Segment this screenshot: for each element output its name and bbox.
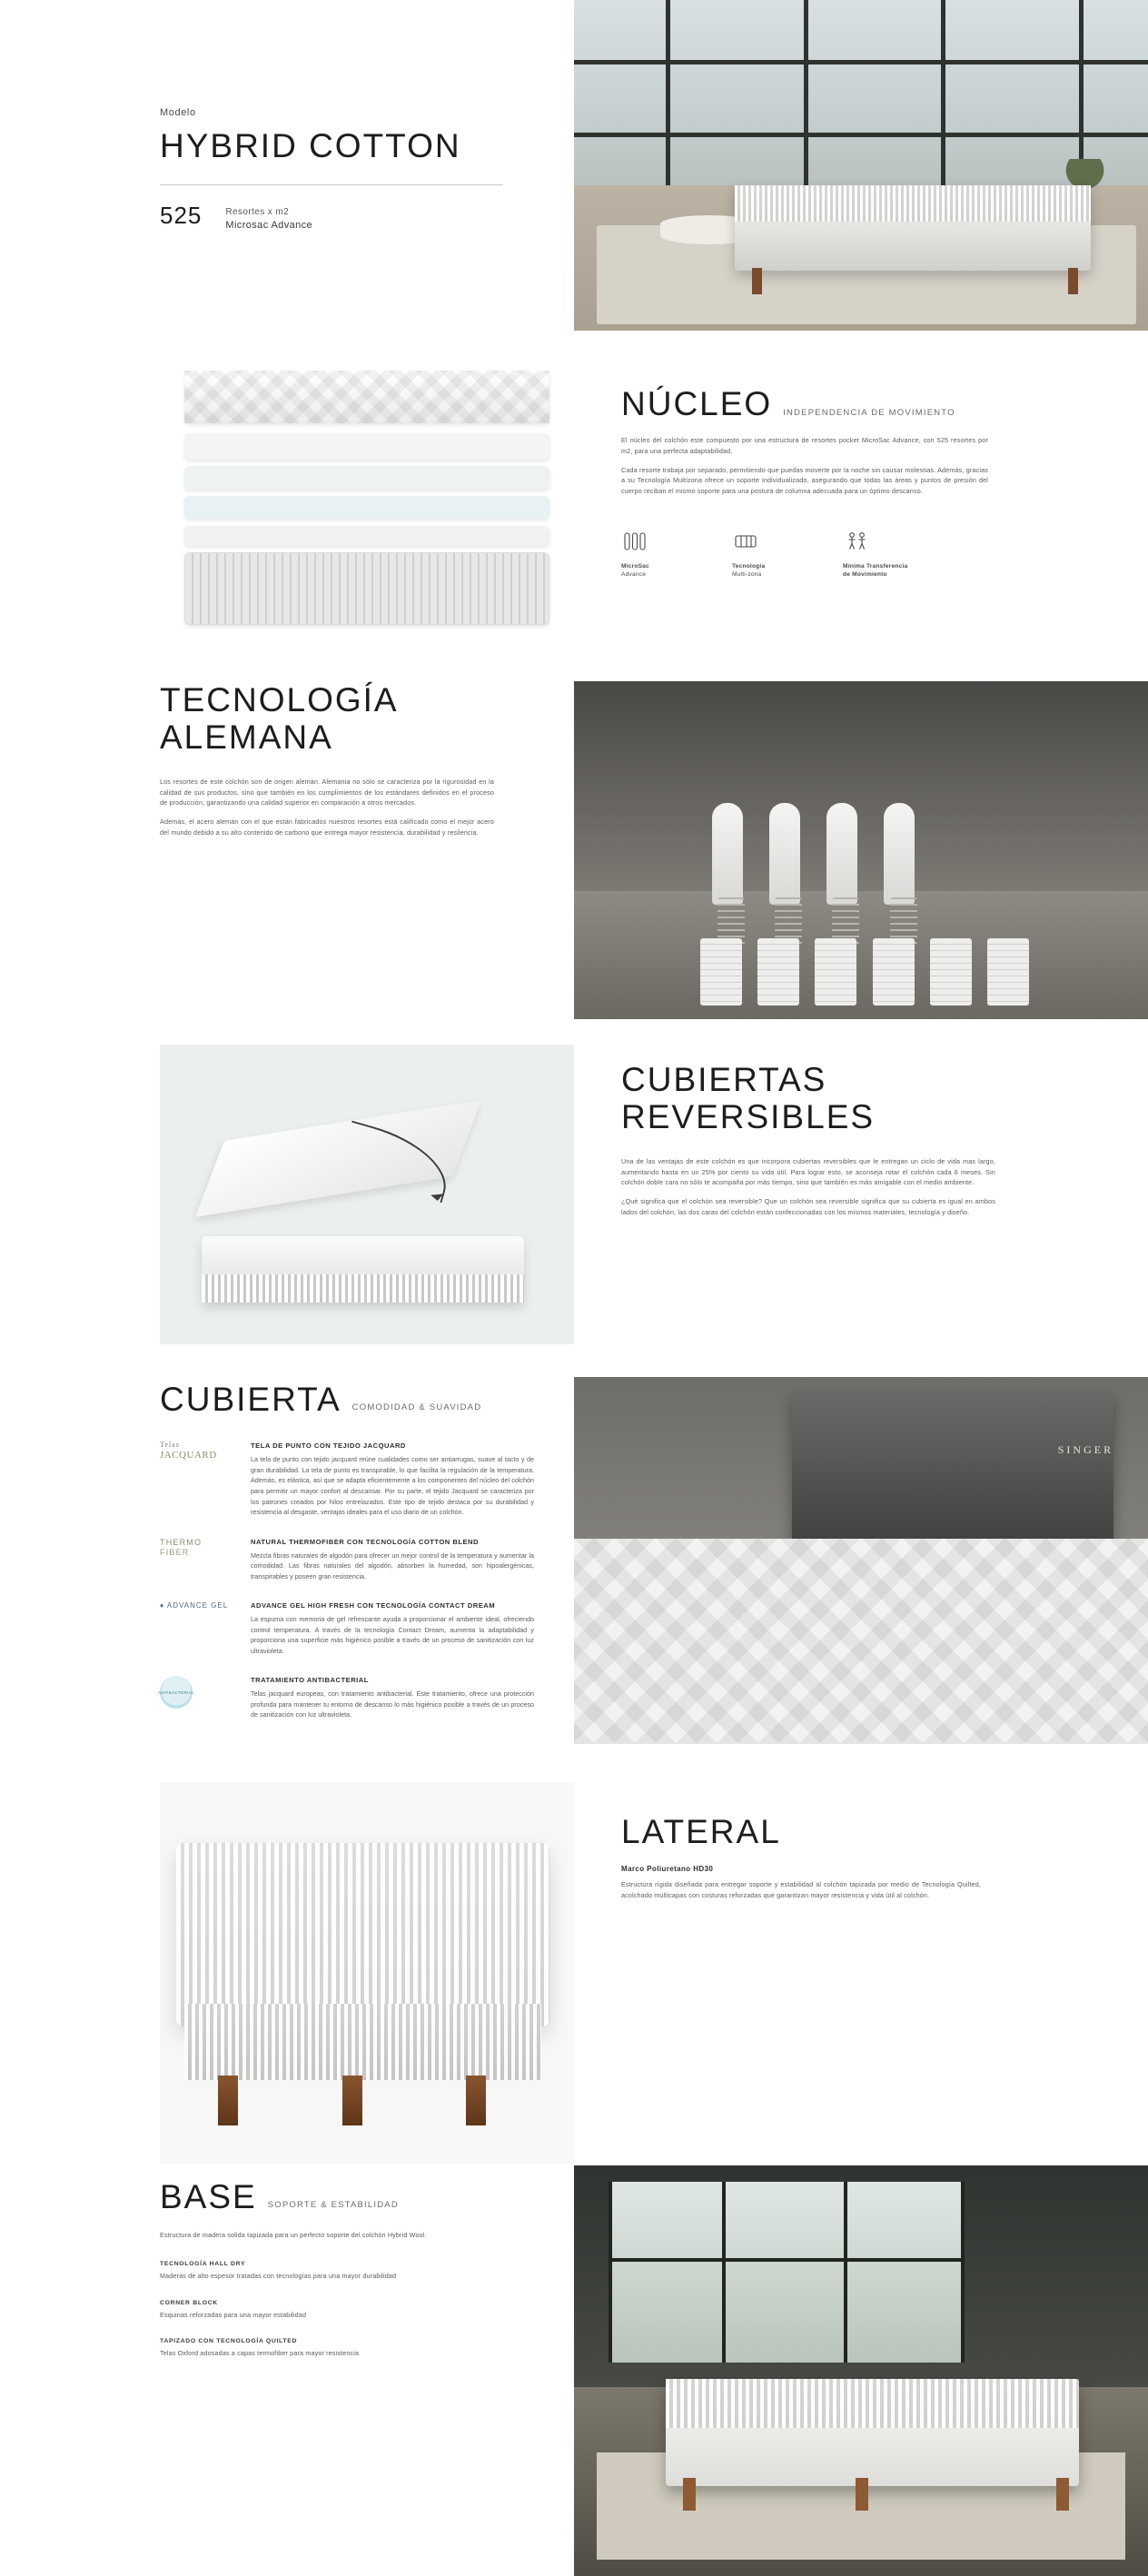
title-divider	[160, 184, 503, 185]
thermofiber-logo	[160, 1538, 238, 1582]
agel-logo-main: ADVANCE GEL	[166, 1601, 229, 1610]
nucleo-icons	[621, 528, 1021, 580]
lateral-title: LATERAL	[621, 1813, 781, 1850]
cubierta-feature-advance-gel	[160, 1601, 541, 1656]
sewing-machine-photo	[574, 1377, 1148, 1744]
cubiertas-title-line2: REVERSIBLES	[621, 1098, 876, 1136]
movement-icon	[843, 528, 870, 555]
nucleo-icon-movement	[843, 528, 952, 580]
lateral-text-block	[621, 1813, 1003, 1901]
microsac-icon	[621, 528, 648, 555]
base-item-corner-block	[160, 2300, 541, 2321]
nucleo-icon-multizone	[732, 528, 812, 580]
cubiertas-title-line1: CUBIERTAS	[621, 1061, 827, 1098]
jacquard-logo	[160, 1442, 238, 1517]
spring-tech-label: Microsac Advance	[225, 220, 313, 232]
tecnologia-title-line1: TECNOLOGÍA	[160, 681, 399, 718]
gel-drop-icon: ♦	[160, 1601, 165, 1610]
hero-text-block	[160, 107, 520, 231]
mattress-corner-photo	[160, 1782, 574, 2164]
icon-label-movement-2: de Movimiento	[843, 571, 887, 579]
cubierta-feature-jacquard	[160, 1442, 541, 1517]
feature-head-antibacterial: TRATAMIENTO ANTIBACTERIAL	[251, 1676, 369, 1685]
base-item-body-0: Maderas de alto espesor tratadas con tecnologías para una mayor durabilidad	[160, 2272, 397, 2281]
cubiertas-text-block	[621, 1061, 1012, 1217]
lateral-head: Marco Poliuretano HD30	[621, 1865, 714, 1874]
nucleo-paragraph-1: El núcleo del colchón este compuesto por una estructura de resortes pocket MicroSac Advance, con 525 resortes por m2, para una perfecta adaptabilidad.	[621, 436, 988, 456]
tecnologia-paragraph-2: Además, el acero alemán con el que están fabricados nuestros resortes está calificado como el mejor acero del mundo debido a su alto contenido de carbono que entrega mayor resistencia, durabilidad y resilencia.	[160, 817, 494, 837]
spring-count: 525	[160, 202, 203, 230]
nucleo-title: NÚCLEO	[621, 385, 773, 422]
base-item-head-0: TECNOLOGÍA HALL DRY	[160, 2261, 246, 2268]
base-item-body-1: Esquinas reforzadas para una mayor estabilidad	[160, 2310, 307, 2319]
base-title: BASE	[160, 2178, 257, 2215]
advance-gel-logo	[160, 1601, 238, 1656]
antibacterial-logo	[160, 1676, 238, 1720]
base-item-hall-dry	[160, 2261, 541, 2282]
cubiertas-paragraph-1: Una de las ventajas de este colchón es que incorpora cubiertas reversibles que le entregan un ciclo de vida mas largo, aumentando hasta en un 25% por ciento su vida útil. Para lograr esto, se aconseja rotar el colchón cada 6 meses. Sin colchón doble cara no sólo te acompaña por más tiempo, sino que también es más amigable con el medio ambiente.	[621, 1156, 995, 1187]
nucleo-text-block	[621, 385, 1021, 580]
multizone-icon	[732, 528, 759, 555]
feature-head-jacquard: TELA DE PUNTO CON TEJIDO JACQUARD	[251, 1442, 406, 1451]
page-title: HYBRID COTTON	[160, 127, 461, 164]
icon-label-multizone-2: Multi-zona	[732, 571, 762, 579]
base-intro: Estructura de madera solida tapizada para un perfecto soporte del colchón Hybrid Wool.	[160, 2231, 427, 2240]
icon-label-multizone-1: Tecnología	[732, 562, 766, 570]
spring-count-label: Resortes x m2	[225, 207, 290, 218]
feature-body-antibacterial: Telas jacquard europeas, con tratamiento antibacterial. Este tratamiento, ofrece una protección profunda para mantener tu entorno de descanso lo más higiénico posible a través de un proceso de sanitización con luz ultravioleta.	[251, 1689, 534, 1719]
thermo-logo-main: THERMO	[160, 1537, 203, 1547]
feature-head-advance-gel: ADVANCE GEL HIGH FRESH CON TECNOLOGÍA CONTACT DREAM	[251, 1601, 496, 1610]
cubierta-feature-antibacterial	[160, 1676, 541, 1720]
base-subtitle: SOPORTE & ESTABILIDAD	[267, 2200, 399, 2211]
base-item-head-2: TAPIZADO CON TECNOLOGÍA QUILTED	[160, 2338, 298, 2345]
lateral-body: Estructura rígida diseñada para entregar soporte y estabilidad al colchón tapizada por medio de Tecnología Quilted, acolchado multicapas con costuras reforzadas que garantizan mayor resistencia y vida útil al colchón.	[621, 1880, 981, 1900]
nucleo-subtitle: INDEPENDENCIA DE MOVIMIENTO	[783, 408, 955, 418]
icon-label-movement-1: Mínima Transferencia	[843, 562, 908, 570]
jacquard-logo-main: JACQUARD	[160, 1450, 217, 1461]
base-item-body-2: Telas Oxford adosadas a capas termofiber para mayor resistencia	[160, 2349, 360, 2358]
base-text-block	[160, 2178, 541, 2359]
tecnologia-text-block	[160, 681, 523, 837]
thermo-logo-sub: FIBER	[160, 1547, 190, 1557]
bedroom-hero-photo	[574, 0, 1148, 331]
icon-label-microsac-1: MicroSac	[621, 562, 649, 570]
cubierta-title: CUBIERTA	[160, 1381, 341, 1418]
sewing-machine-brand: SINGER	[1057, 1442, 1114, 1456]
nucleo-paragraph-2: Cada resorte trabaja por separado, permitiendo que puedas moverte por la noche sin causar molestias. Además, gracias a su Tecnología Multizona ofrece un soporte individualizado, asegurando que todas las áreas y puntos de presión del cuerpo reciban el mismo soporte para una postura de columna adecuada para un óptimo descanso.	[621, 465, 988, 496]
reversible-cover-photo	[160, 1045, 574, 1344]
base-item-head-1: CORNER BLOCK	[160, 2299, 218, 2306]
mattress-layers-photo	[160, 331, 574, 661]
cubierta-section	[160, 1381, 541, 1720]
feature-body-thermofiber: Mezcla fibras naturales de algodón para ofrecer un mejor control de la temperatura y aumentar la comodidad. Las fibras naturales del algodón, absorben la humedad, son hipoalergénicas, transpirables y poseen gran resistencia.	[251, 1551, 534, 1580]
feature-head-thermofiber: NATURAL THERMOFIBER CON TECNOLOGÍA COTTON BLEND	[251, 1537, 480, 1546]
jacquard-logo-small: Telas	[160, 1441, 180, 1450]
anti-logo-main: ANTIBACTERIAL	[158, 1689, 194, 1695]
tecnologia-paragraph-1: Los resortes de este colchón son de origen alemán. Alemania no sólo se caracteriza por la rigurosidad en la calidad de sus productos, sino que también en los cumplimientos de los estándares definidos en el proceso de producción, garantizando una calidad superior en comparación a otros mercados.	[160, 777, 494, 807]
cubiertas-paragraph-2: ¿Qué significa que el colchón sea reversible? Que un colchón sea reversible significa que su cubierta es igual en ambos lados del colchón, las dos caras del colchón están confeccionadas con los mismos materiales, tecnología y diseño.	[621, 1196, 995, 1216]
cubierta-feature-thermofiber	[160, 1538, 541, 1582]
nucleo-icon-microsac	[621, 528, 701, 580]
feature-body-jacquard: La tela de punto con tejido jacquard reúne cualidades como ser antiarrugas, suave al tacto y de gran durabilidad. La tela de punto es transpirable, lo que facilita la regulación de la temperatura. Además, es elástica, así que se adapta eficientemente a los componentes del núcleo del colchón para permitir un mayor confort al descansar. Por su parte, el tejido Jacquard se caracteriza por los patrones creados por hilos entrelazados. Este tipo de tejido destaca por su durabilidad y resistencia al desgaste, ventajas ideales para el uso diario de un colchón.	[251, 1455, 534, 1517]
icon-label-microsac-2: Advance	[621, 571, 647, 579]
cubierta-subtitle: COMODIDAD & SUAVIDAD	[351, 1402, 482, 1413]
base-item-quilted	[160, 2338, 541, 2359]
tecnologia-title-line2: ALEMANA	[160, 718, 333, 757]
bedroom-base-photo	[574, 2165, 1148, 2576]
pocket-springs-photo	[574, 681, 1148, 1019]
hero-eyebrow: Modelo	[160, 107, 196, 118]
feature-body-advance-gel: La espuma con memoria de gel refrescante ayuda a proporcionar el ambiente ideal, ofreciendo control temperatura. A través de la tecnología Contact Dream, aumenta la adaptabilidad y proporciona una superficie más higiénico posible a través de un proceso de sanitización con luz ultravioleta.	[251, 1615, 534, 1655]
